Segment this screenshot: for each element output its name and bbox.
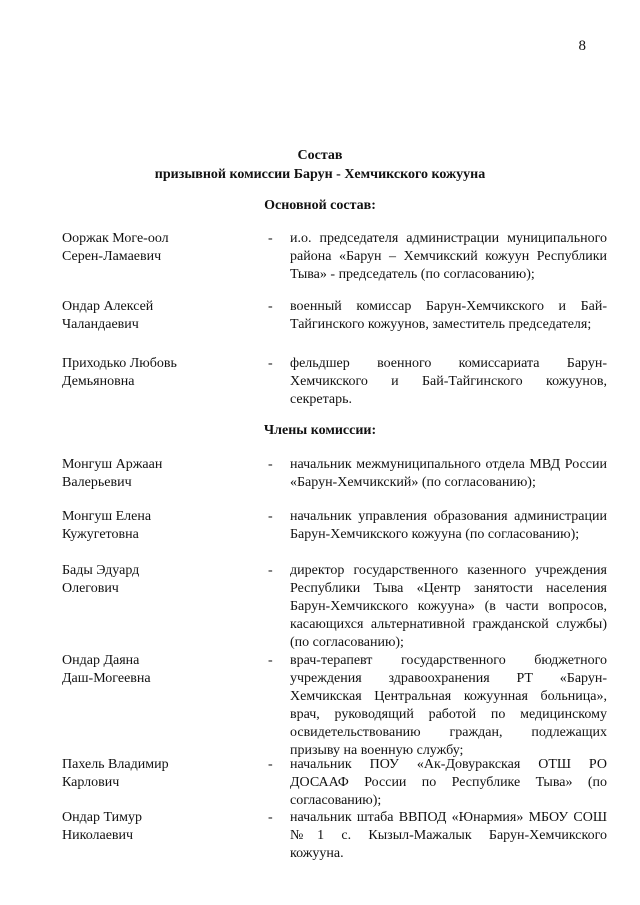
member-entry <box>62 298 607 355</box>
main-members-list <box>62 230 607 411</box>
member-role: врач-терапевт государственного бюджетного учреждения здравоохранения РТ «Барун-Хемчикская Центральная кожуунная больница», врач, руководящий работой по медицинскому освидетельствованию граждан, подлежащих призыву на военную службу; <box>290 653 607 758</box>
member-name: Пахель Владимир Карлович <box>62 757 169 790</box>
member-name: Бады Эдуард Олегович <box>62 563 140 596</box>
main-section-heading: Основной состав: <box>264 198 376 213</box>
member-entry <box>62 230 607 298</box>
member-entry <box>62 809 607 863</box>
member-dash: - <box>268 509 273 524</box>
commission-members-list <box>62 456 607 863</box>
member-dash: - <box>268 231 273 246</box>
document-subtitle: призывной комиссии Барун - Хемчикского кожууна <box>154 167 486 182</box>
member-name: Монгуш Елена Кужугетовна <box>62 509 152 542</box>
member-name: Монгуш Аржаан Валерьевич <box>62 457 163 490</box>
member-name: Ондар Алексей Чаландаевич <box>62 299 154 332</box>
member-dash: - <box>268 563 273 578</box>
member-role: фельдшер военного комиссариата Барун-Хемчикского и Бай-Тайгинского кожуунов, секретарь. <box>290 356 607 407</box>
member-role: начальник штаба ВВПОД «Юнармия» МБОУ СОШ №1 с. Кызыл-Мажалык Барун-Хемчикского кожууна. <box>290 810 607 861</box>
member-entry <box>62 652 607 756</box>
member-role: и.о. председателя администрации муниципального района «Барун – Хемчикский кожуун Республики Тыва» - председатель (по согласованию); <box>290 231 607 282</box>
member-entry <box>62 508 607 562</box>
member-name: Ооржак Моге-оол Серен-Ламаевич <box>62 231 169 264</box>
member-dash: - <box>268 457 273 472</box>
member-dash: - <box>268 653 273 668</box>
page-number: 8 <box>578 38 586 54</box>
member-entry <box>62 562 607 652</box>
member-role: начальник управления образования администрации Барун-Хемчикского кожууна (по согласованию); <box>290 509 607 542</box>
member-entry <box>62 456 607 508</box>
member-role: военный комиссар Барун-Хемчикского и Бай-Тайгинского кожуунов, заместитель председателя; <box>290 299 607 332</box>
member-dash: - <box>268 356 273 371</box>
member-name: Ондар Даяна Даш-Могеевна <box>62 653 151 686</box>
member-role: директор государственного казенного учреждения Республики Тыва «Центр занятости населения Барун-Хемчикского кожууна» (в части вопросов, касающихся альтернативной гражданской службы) (по согласованию); <box>290 563 607 650</box>
member-entry <box>62 756 607 809</box>
member-name: Приходько Любовь Демьяновна <box>62 356 177 389</box>
member-role: начальник межмуниципального отдела МВД России «Барун-Хемчикский» (по согласованию); <box>290 457 607 490</box>
member-role: начальник ПОУ «Ак-Довуракская ОТШ РО ДОСААФ России по Республике Тыва» (по согласованию); <box>290 757 607 808</box>
members-section-heading: Члены комиссии: <box>263 423 377 438</box>
member-dash: - <box>268 757 273 772</box>
member-dash: - <box>268 810 273 825</box>
member-dash: - <box>268 299 273 314</box>
document-title: Состав <box>297 148 343 163</box>
member-name: Ондар Тимур Николаевич <box>62 810 142 843</box>
member-entry <box>62 355 607 411</box>
